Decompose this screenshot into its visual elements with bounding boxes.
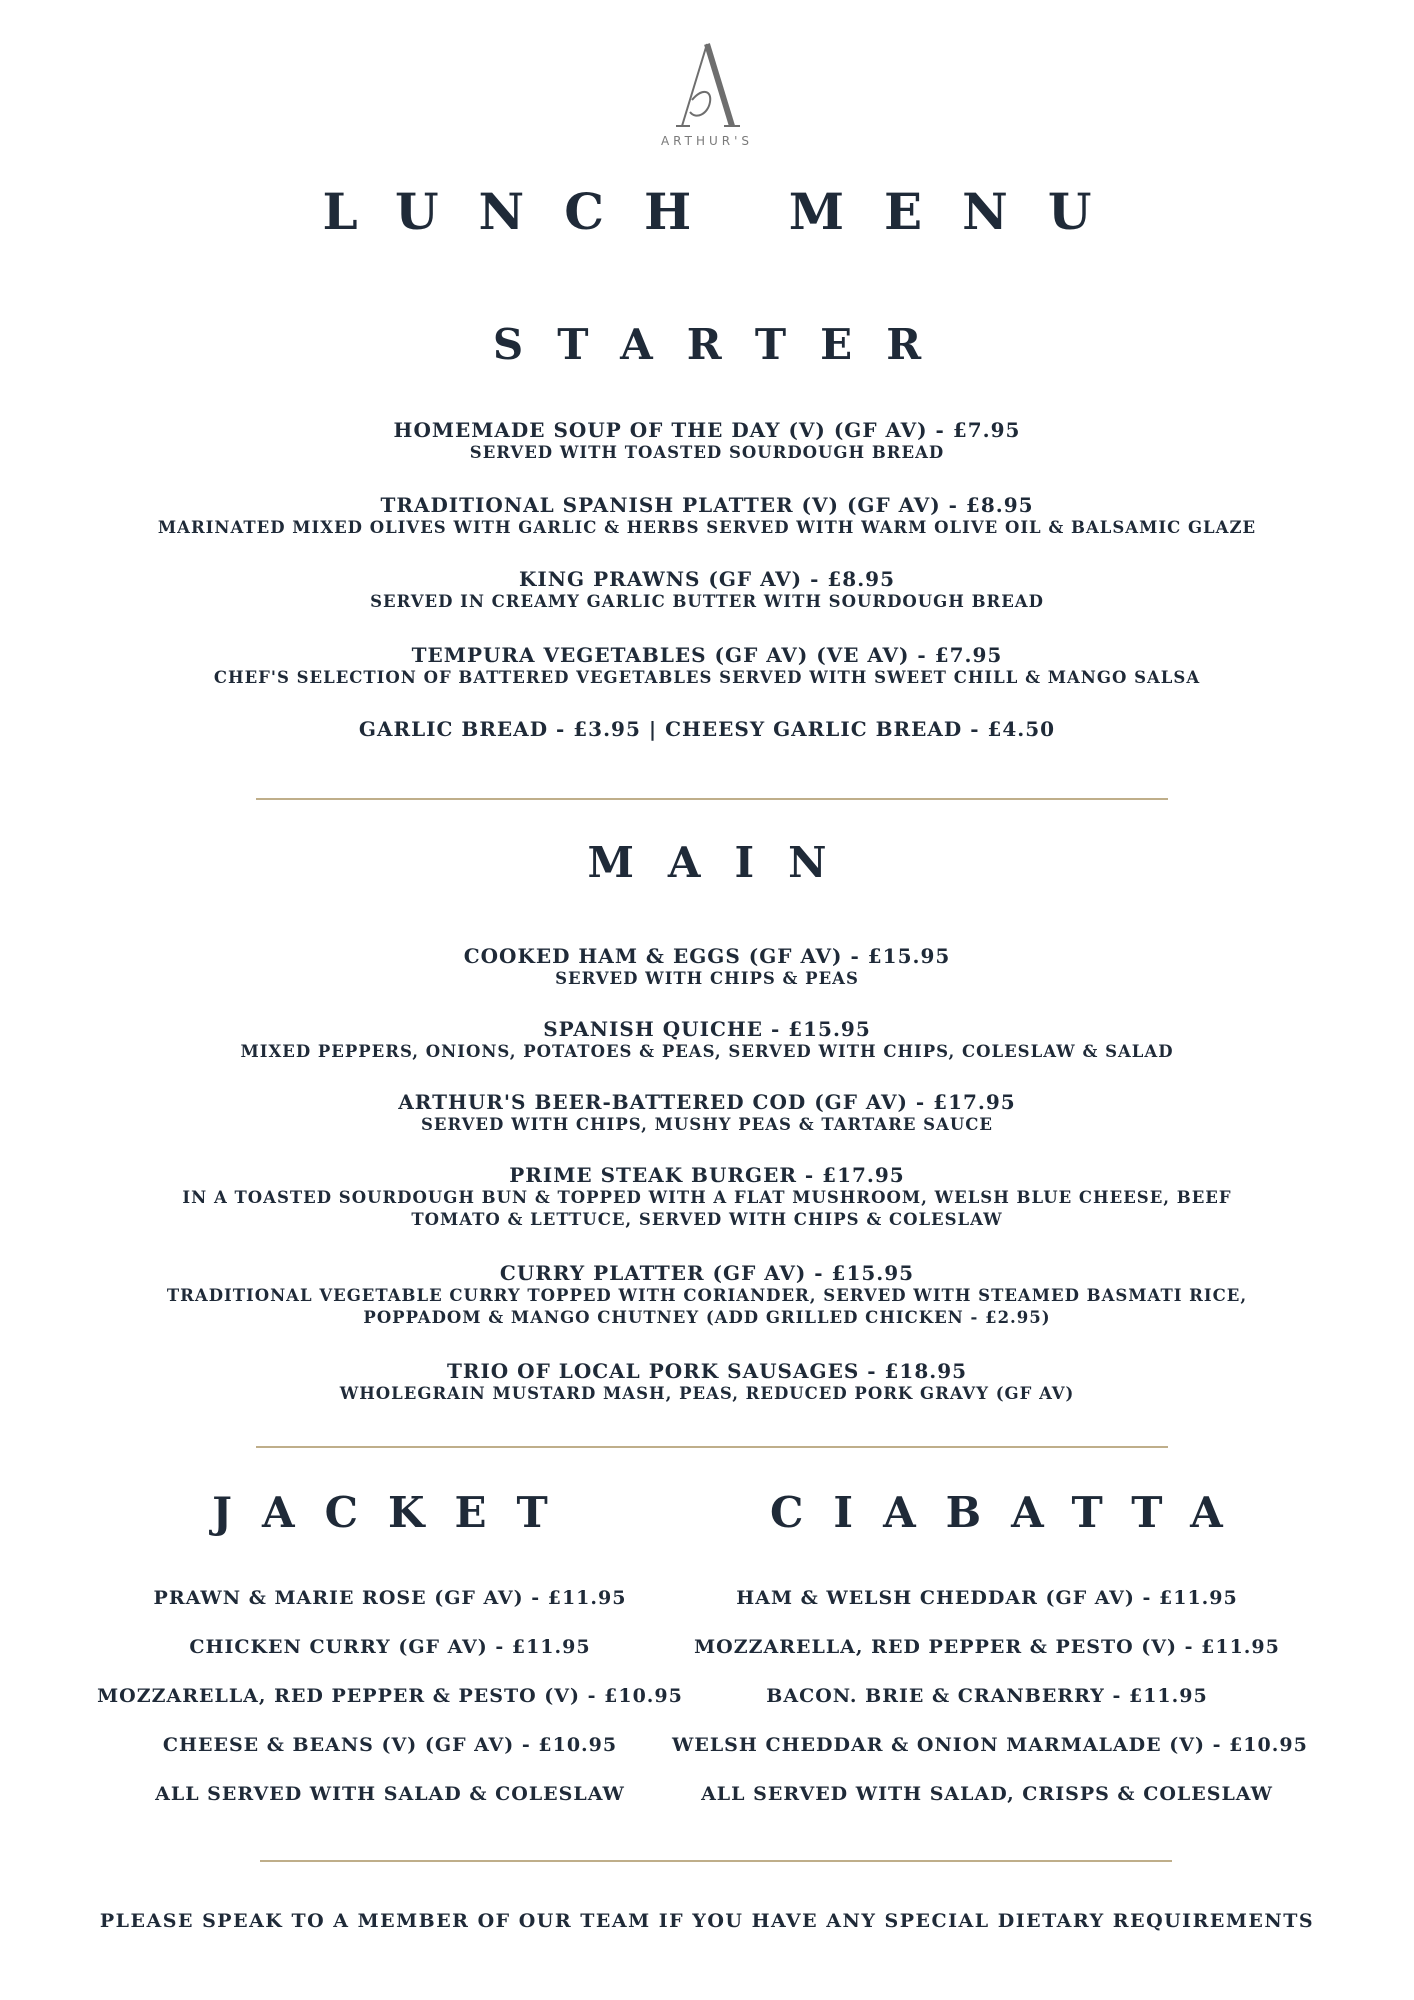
item-description: SERVED WITH CHIPS & PEAS (555, 969, 859, 988)
divider (256, 1446, 1168, 1448)
brand-logo (0, 40, 1414, 148)
item-name: HOMEMADE SOUP OF THE DAY (V) (GF AV) - £7.95 (393, 418, 1021, 442)
item-name: PRIME STEAK BURGER - £17.95 (509, 1163, 905, 1187)
item-name: GARLIC BREAD - £3.95 | CHEESY GARLIC BREAD - £4.50 (358, 717, 1056, 741)
item-description: CHEF'S SELECTION OF BATTERED VEGETABLES SERVED WITH SWEET CHILL & MANGO SALSA (213, 668, 1201, 687)
item-description: TRADITIONAL VEGETABLE CURRY TOPPED WITH CORIANDER, SERVED WITH STEAMED BASMATI RICE, (166, 1286, 1248, 1305)
item-description-line2: POPPADOM & MANGO CHUTNEY (ADD GRILLED CHICKEN - £2.95) (363, 1308, 1051, 1327)
brand-name: ARTHUR'S (660, 134, 754, 148)
item-name: KING PRAWNS (GF AV) - £8.95 (519, 567, 895, 591)
starter-item (0, 418, 1414, 493)
main-item (0, 944, 1414, 1017)
ciabatta-list (672, 1586, 1308, 1831)
jacket-item: CHICKEN CURRY (GF AV) - £11.95 (189, 1636, 591, 1658)
dietary-notice: PLEASE SPEAK TO A MEMBER OF OUR TEAM IF YOU HAVE ANY SPECIAL DIETARY REQUIREMENTS (99, 1910, 1315, 1932)
divider (256, 798, 1168, 800)
item-description: SERVED WITH CHIPS, MUSHY PEAS & TARTARE SAUCE (421, 1115, 993, 1134)
starter-list (0, 418, 1414, 741)
starter-item (0, 643, 1414, 717)
item-description: SERVED WITH TOASTED SOURDOUGH BREAD (469, 443, 945, 462)
item-description: MARINATED MIXED OLIVES WITH GARLIC & HERBS SERVED WITH WARM OLIVE OIL & BALSAMIC GLAZE (157, 518, 1257, 537)
main-item (0, 1359, 1414, 1405)
jacket-item: PRAWN & MARIE ROSE (GF AV) - £11.95 (153, 1587, 627, 1609)
section-title-ciabatta: CIABATTA (770, 1488, 1253, 1537)
item-name: CURRY PLATTER (GF AV) - £15.95 (499, 1261, 915, 1285)
divider (260, 1860, 1172, 1862)
item-description: MIXED PEPPERS, ONIONS, POTATOES & PEAS, SERVED WITH CHIPS, COLESLAW & SALAD (240, 1042, 1174, 1061)
item-description-line2: TOMATO & LETTUCE, SERVED WITH CHIPS & COLESLAW (411, 1210, 1003, 1229)
ciabatta-item: WELSH CHEDDAR & ONION MARMALADE (V) - £10.95 (672, 1734, 1308, 1756)
jacket-item: MOZZARELLA, RED PEPPER & PESTO (V) - £10.95 (97, 1685, 683, 1707)
ciabatta-item: MOZZARELLA, RED PEPPER & PESTO (V) - £11.95 (694, 1636, 1280, 1658)
main-item (0, 1090, 1414, 1163)
starter-item (0, 567, 1414, 643)
item-name: SPANISH QUICHE - £15.95 (543, 1017, 871, 1041)
item-name: TRIO OF LOCAL PORK SAUSAGES - £18.95 (446, 1359, 968, 1383)
main-item (0, 1163, 1414, 1261)
item-description: SERVED IN CREAMY GARLIC BUTTER WITH SOURDOUGH BREAD (370, 592, 1044, 611)
item-name: TRADITIONAL SPANISH PLATTER (V) (GF AV) - £8.95 (380, 493, 1034, 517)
section-title-jacket: JACKET (212, 1488, 578, 1537)
main-list (0, 944, 1414, 1405)
logo-a-icon (672, 40, 742, 130)
main-item (0, 1261, 1414, 1359)
starter-item (0, 717, 1414, 741)
section-title-starter: STARTER (492, 320, 956, 369)
section-title-main: MAIN (587, 838, 861, 887)
jacket-list (90, 1586, 690, 1831)
item-name: ARTHUR'S BEER-BATTERED COD (GF AV) - £17.95 (398, 1090, 1016, 1114)
starter-item (0, 493, 1414, 567)
item-name: COOKED HAM & EGGS (GF AV) - £15.95 (463, 944, 951, 968)
item-description: IN A TOASTED SOURDOUGH BUN & TOPPED WITH A FLAT MUSHROOM, WELSH BLUE CHEESE, BEEF (182, 1188, 1232, 1207)
jacket-item: CHEESE & BEANS (V) (GF AV) - £10.95 (162, 1734, 618, 1756)
ciabatta-item: HAM & WELSH CHEDDAR (GF AV) - £11.95 (736, 1587, 1238, 1609)
main-item (0, 1017, 1414, 1090)
jacket-note: ALL SERVED WITH SALAD & COLESLAW (155, 1783, 625, 1805)
page-title: LUNCH MENU (322, 182, 1132, 241)
ciabatta-note: ALL SERVED WITH SALAD, CRISPS & COLESLAW (701, 1783, 1273, 1805)
item-description: WHOLEGRAIN MUSTARD MASH, PEAS, REDUCED PORK GRAVY (GF AV) (339, 1384, 1075, 1403)
ciabatta-item: BACON. BRIE & CRANBERRY - £11.95 (766, 1685, 1208, 1707)
item-name: TEMPURA VEGETABLES (GF AV) (VE AV) - £7.95 (411, 643, 1003, 667)
